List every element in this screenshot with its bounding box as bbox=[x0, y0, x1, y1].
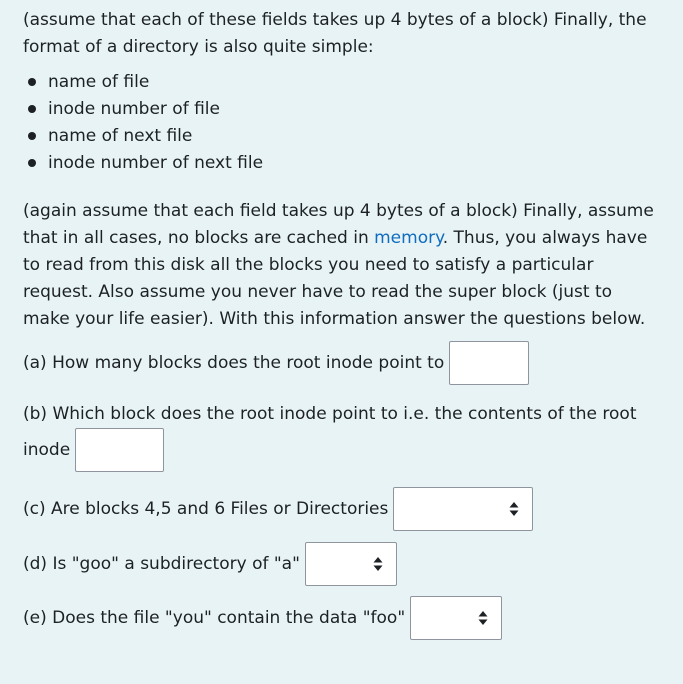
question-c-text: (c) Are blocks 4,5 and 6 Files or Directories bbox=[23, 498, 389, 519]
directory-fields-list bbox=[23, 69, 263, 177]
question-e-text: (e) Does the file "you" contain the data "foo" bbox=[23, 607, 406, 628]
assumptions-paragraph bbox=[23, 198, 663, 333]
list-item bbox=[23, 150, 263, 177]
bullet-icon bbox=[28, 105, 36, 113]
list-item-label: name of file bbox=[48, 72, 150, 92]
question-a bbox=[23, 341, 529, 385]
question-b-row2 bbox=[23, 428, 164, 472]
question-d-text: (d) Is "goo" a subdirectory of "a" bbox=[23, 553, 300, 574]
select-arrows-icon bbox=[478, 611, 488, 625]
list-item bbox=[23, 96, 263, 123]
question-d bbox=[23, 542, 397, 586]
question-a-text: (a) How many blocks does the root inode point to bbox=[23, 352, 445, 373]
bullet-icon bbox=[28, 78, 36, 86]
intro-text: (assume that each of these fields takes up 4 bytes of a block) Finally, the format of a directory is also quite simple: bbox=[23, 10, 647, 57]
select-arrows-icon bbox=[509, 502, 519, 516]
question-d-select[interactable] bbox=[305, 542, 397, 586]
paragraph-text: . Thus, you always have to read from this disk all the blocks you need to satisfy a particular request. Also assume you never have to read the super block (just to make your life easier). With this information answer the questions below. bbox=[23, 228, 648, 329]
question-e bbox=[23, 596, 502, 640]
select-arrows-icon bbox=[373, 557, 383, 571]
question-c bbox=[23, 487, 533, 531]
list-item-label: name of next file bbox=[48, 126, 193, 146]
question-c-select[interactable] bbox=[393, 487, 533, 531]
question-b-answer-input[interactable] bbox=[75, 428, 164, 472]
paragraph-text: (again assume that each field takes up 4 bytes of a block) Finally, assume that in all cases, no blocks are cached in bbox=[23, 201, 654, 248]
question-b bbox=[23, 401, 663, 428]
list-item bbox=[23, 69, 263, 96]
question-e-select[interactable] bbox=[410, 596, 502, 640]
bullet-icon bbox=[28, 132, 36, 140]
memory-link[interactable]: memory bbox=[374, 228, 443, 248]
question-b-text: (b) Which block does the root inode point to i.e. the contents of the root bbox=[23, 404, 637, 424]
bullet-icon bbox=[28, 159, 36, 167]
question-b-text-continued: inode bbox=[23, 439, 71, 460]
question-a-answer-input[interactable] bbox=[449, 341, 529, 385]
list-item-label: inode number of next file bbox=[48, 153, 264, 173]
list-item bbox=[23, 123, 263, 150]
list-item-label: inode number of file bbox=[48, 99, 220, 119]
